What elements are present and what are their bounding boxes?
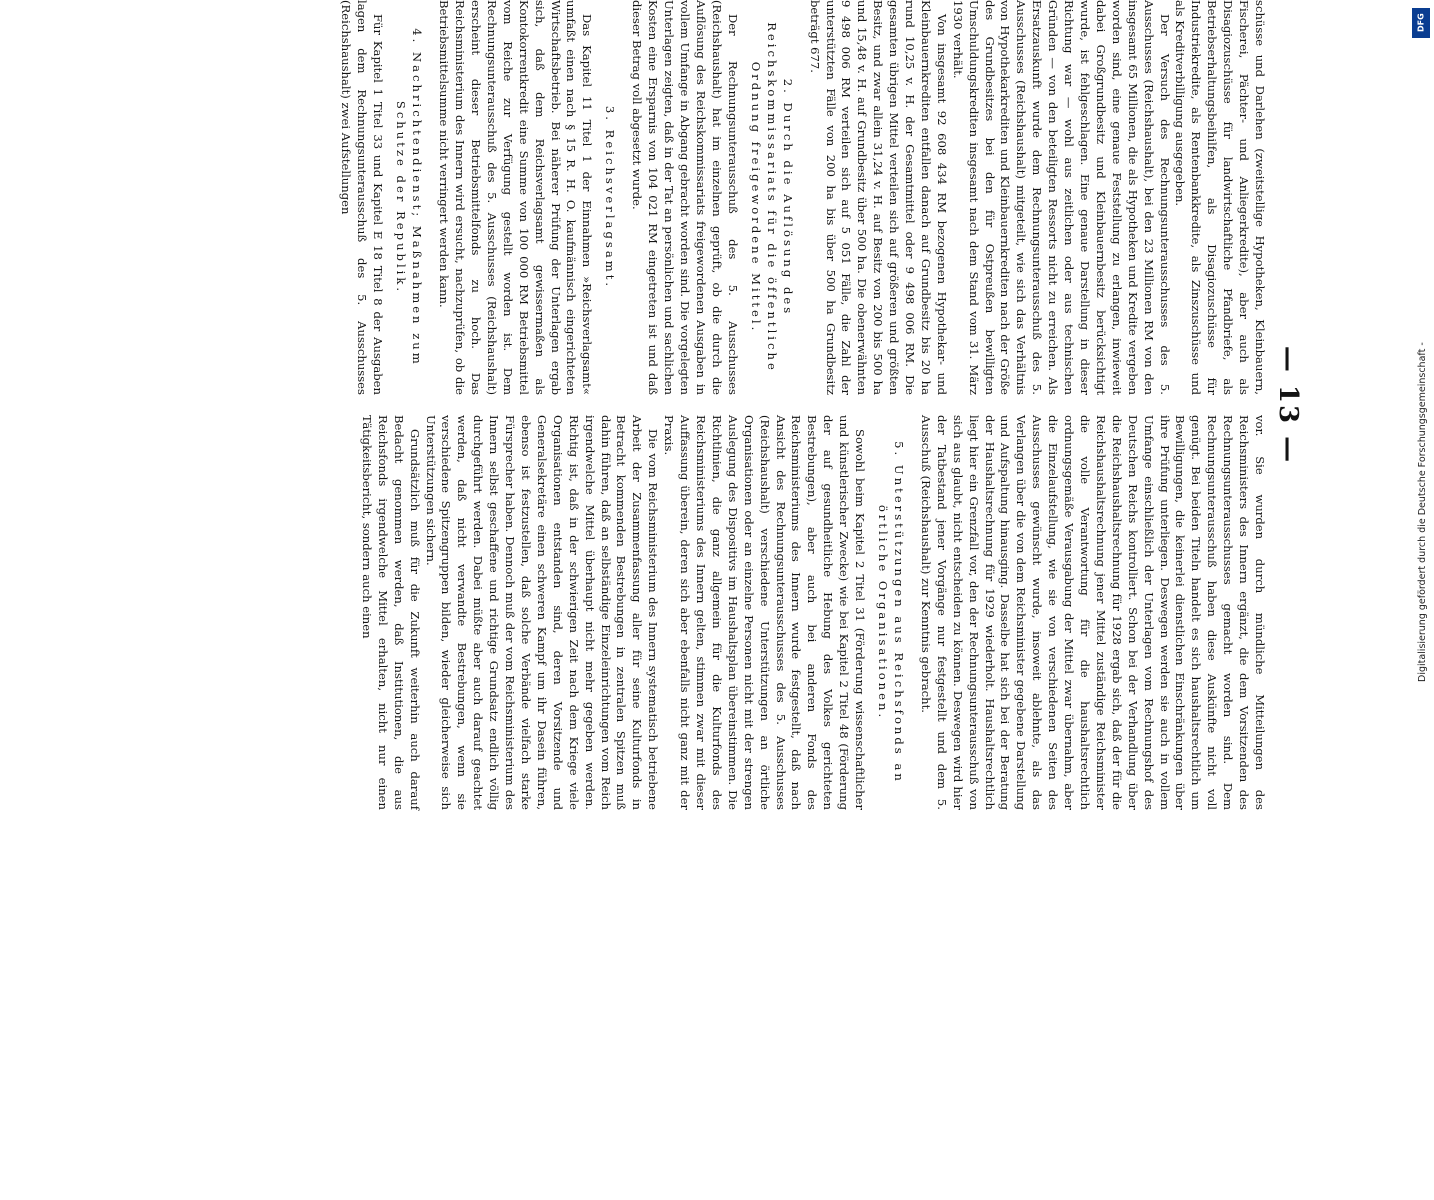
digitization-note: Digitalisierung gefördert durch die Deutsche Forschungsgemeinschaft - (1417, 342, 1428, 682)
left-paragraph-2: Der Versuch des Rechnungsunterausschusses des 5. Ausschusses (Reichshaushalt), bei den 23 Millionen RM von den insgesamt 65 Millionen, die als Hypotheken und Kredite vergeben worden sind, eine genaue Feststellung zu erlangen, inwieweit dabei Großgrundbesitz und Kleinbauernbesitz berücksichtigt wurde, ist fehlgeschlagen. Eine genaue Darstellung in dieser Richtung war — wohl aus zeitlichen oder aus technischen Gründen — von den beteiligten Ressorts nicht zu erreichen. Als Ersatzauskunft wurde dem Rechnungsunterausschuß des 5. Ausschusses (Reichshaushalt) mitgeteilt, wie sich das Verhältnis von Hypothekarkrediten und Kleinbauernkrediten nach der Größe des Grundbesitzes bei den für Ostpreußen bewilligten Umschuldungskrediten insgesamt nach dem Stand vom 31. März 1930 verhält. (950, 0, 1172, 395)
section-3-paragraph-1: Das Kapitel 11 Titel 1 der Einnahmen »Reichsverlagsamt« umfaßt einen nach § 15 R. H. O. kaufmännisch eingerichteten Wirtschaftsbetrieb. Bei näherer Prüfung der Unterlagen ergab sich, daß dem Reichsverlagsamt gewissermaßen als Kontokorrentkredit eine Summe von 100 000 RM Betriebsmittel vom Reiche zur Verfügung gestellt worden ist. Dem Rechnungsunterausschuß des 5. Ausschusses (Reichshaushalt) erscheint dieser Betriebsmittelfonds zu hoch. Das Reichsministerium des Innern wird ersucht, nachzuprüfen, ob die Betriebsmittelsumme nicht verringert werden kann. (437, 0, 595, 395)
dfg-logo-icon: DFG (1412, 8, 1430, 38)
section-2-heading: 2. Durch die Auflösung des Reichskommissariats für die öffentliche Ordnung freigewordene Mittel. (748, 22, 795, 373)
section-4-paragraph-1: Für Kapitel 1 Titel 33 und Kapitel E 18 Titel 8 der Ausgaben lagen dem Rechnungsunterausschuß des 5. Ausschusses (Reichshaushalt) zwei Aufstellungen (339, 0, 386, 395)
section-4-heading: 4. Nachrichtendienst; Maßnahmen zum Schutze der Republik. (394, 28, 425, 367)
section-5-paragraph-3: Grundsätzlich muß für die Zukunft weiterhin auch darauf Bedacht genommen werden, daß Institutionen, die aus Reichsfonds irgendwelche Mittel erhalten, nicht nur einen Tätigkeitsbericht, sondern auch einen (359, 415, 422, 810)
right-column (358, 415, 1267, 810)
right-paragraph-1: vor. Sie wurden durch mündliche Mitteilungen des Reichsministers des Innern ergänzt, die dem Vorsitzenden des Rechnungsunterausschusses gemacht worden sind. Dem Rechnungsunterausschuß haben diese Auskünfte nicht voll genügt. Bei beiden Titeln handelt es sich haushaltsrechtlich um Bewilligungen, die keinerlei dienstlichen Einschränkungen über ihre Prüfung unterliegen. Deswegen werden sie auch in vollem Umfange einschließlich der Unterlagen vom Rechnungshof des Deutschen Reichs kontrolliert. Schon bei der Verhandlung über die Reichshaushaltsrechnung für 1928 ergab sich, daß der für die Reichshaushaltsrechnung jener Mittel zuständige Reichsminister die volle Verantwortung für die haushaltsrechtlich ordnungsgemäße Verausgabung der Mittel zwar übernahm, aber die Einzelaufstellung, wie sie von verschiedenen Seiten des Ausschusses gewünscht wurde, insoweit ablehnte, als das Verlangen über die von dem Reichsminister gegebene Darstellung und Aufspaltung hinausging. Dasselbe hat sich bei der Beratung der Haushaltsrechnung für 1929 wiederholt. Haushaltsrechtlich liegt hier ein Grenzfall vor, den der Rechnungsunterausschuß von sich aus glaubt, nicht entscheiden zu können. Deswegen wird hier der Tatbestand jener Vorgänge nur festgestellt und dem 5. Ausschuß (Reichshaushalt) zur Kenntnis gebracht. (918, 415, 1267, 810)
page-number: — 13 — (1273, 345, 1303, 465)
section-5-paragraph-1: Sowohl beim Kapitel 2 Titel 31 (Förderung wissenschaftlicher und künstlerischer Zwecke) wie bei Kapitel 2 Titel 48 (Förderung der auf gesundheitliche Hebung des Volkes gerichteten Bestrebungen), aber auch bei anderen Fonds des Reichsministeriums des Innern wurde festgestellt, daß nach Ansicht des Rechnungsunterausschusses des 5. Ausschusses (Reichshaushalt) verschiedene Unterstützungen an örtliche Organisationen oder an einzelne Personen nicht mit der strengen Auslegung des Dispositivs im Haushaltsplan übereinstimmen. Die Richtlinien, die ganz allgemein für die Kulturfonds des Reichsministeriums des Innern gelten, stimmen zwar mit dieser Auffassung überein, deren sich aber ebenfalls nicht ganz mit der Praxis. (662, 415, 868, 810)
left-paragraph-1: schüsse und Darlehen (zweitstellige Hypotheken, Kleinbauern, Fischerei, Pächter- und Anliegerkredite), aber auch als Disagiozuschüsse für landwirtschaftliche Pfandbriefe, als Betriebserhaltungsbeihilfen, als Disagiozuschüsse für Industriekredite, als Rentenbankkredite, als Zinszuschüsse und als Kreditverbilligung ausgegeben. (1173, 0, 1267, 395)
section-2-paragraph-1: Der Rechnungsunterausschuß des 5. Ausschusses (Reichshaushalt) hat im einzelnen geprüft, ob die durch die Auflösung des Reichskommissariats freigewordenen Ausgaben in vollem Umfange in Abgang gebracht worden sind. Die vorgelegten Unterlagen zeigten, daß in der Tat an persönlichen und sachlichen Kosten eine Ersparnis von 104 021 RM eingetreten ist und daß dieser Betrag voll abgesetzt wurde. (630, 0, 740, 395)
section-5-paragraph-2: Die vom Reichsministerium des Innern systematisch betriebene Arbeit der Zusammenfassung aller für seine Kulturfonds in Betracht kommenden Bestrebungen in zentralen Spitzen muß dahin führen, daß an selbständige Einzeleinrichtungen vom Reich irgendwelche Mittel überhaupt nicht mehr gegeben werden. Richtig ist, daß in der schwierigen Zeit nach dem Kriege viele Organisationen entstanden sind, deren Vorsitzende und Generalsekretäre einen schweren Kampf um ihr Dasein führen, ebenso ist festzustellen, daß solche Verbände vielfach starke Fürsprecher haben. Dennoch muß der vom Reichsministerium des Innern selbst geschaffene und richtige Grundsatz endlich völlig durchgeführt werden. Dabei müßte aber auch darauf geachtet werden, daß nicht verwandte Bestrebungen, wenn sie verschiedene Spitzengruppen bilden, wieder gleicherweise sich Unterstützungen sichern. (423, 415, 661, 810)
left-column (338, 0, 1267, 395)
left-paragraph-3: Von insgesamt 92 608 434 RM bezogenen Hypothekar- und Kleinbauernkrediten entfallen danach auf Grundbesitz bis 20 ha rund 10,25 v. H. der Gesamtmittel oder 9 498 006 RM. Die gesamten übrigen Mittel verteilen sich auf größeren und größten Besitz, und zwar allein 31,24 v. H. auf Besitz von 200 bis 500 ha und 15,48 v. H. auf Grundbesitz über 500 ha. Die obenerwähnten 9 498 006 RM verteilen sich auf 5 051 Fälle, die Zahl der unterstützten Fälle von 200 ha bis über 500 ha Grundbesitz beträgt 677. (807, 0, 949, 395)
section-3-heading: 3. Reichsverlagsamt. (603, 105, 618, 290)
section-5-heading: 5. Unterstützungen aus Reichsfonds an örtliche Organisationen. (876, 441, 907, 784)
page-content (123, 0, 1303, 810)
